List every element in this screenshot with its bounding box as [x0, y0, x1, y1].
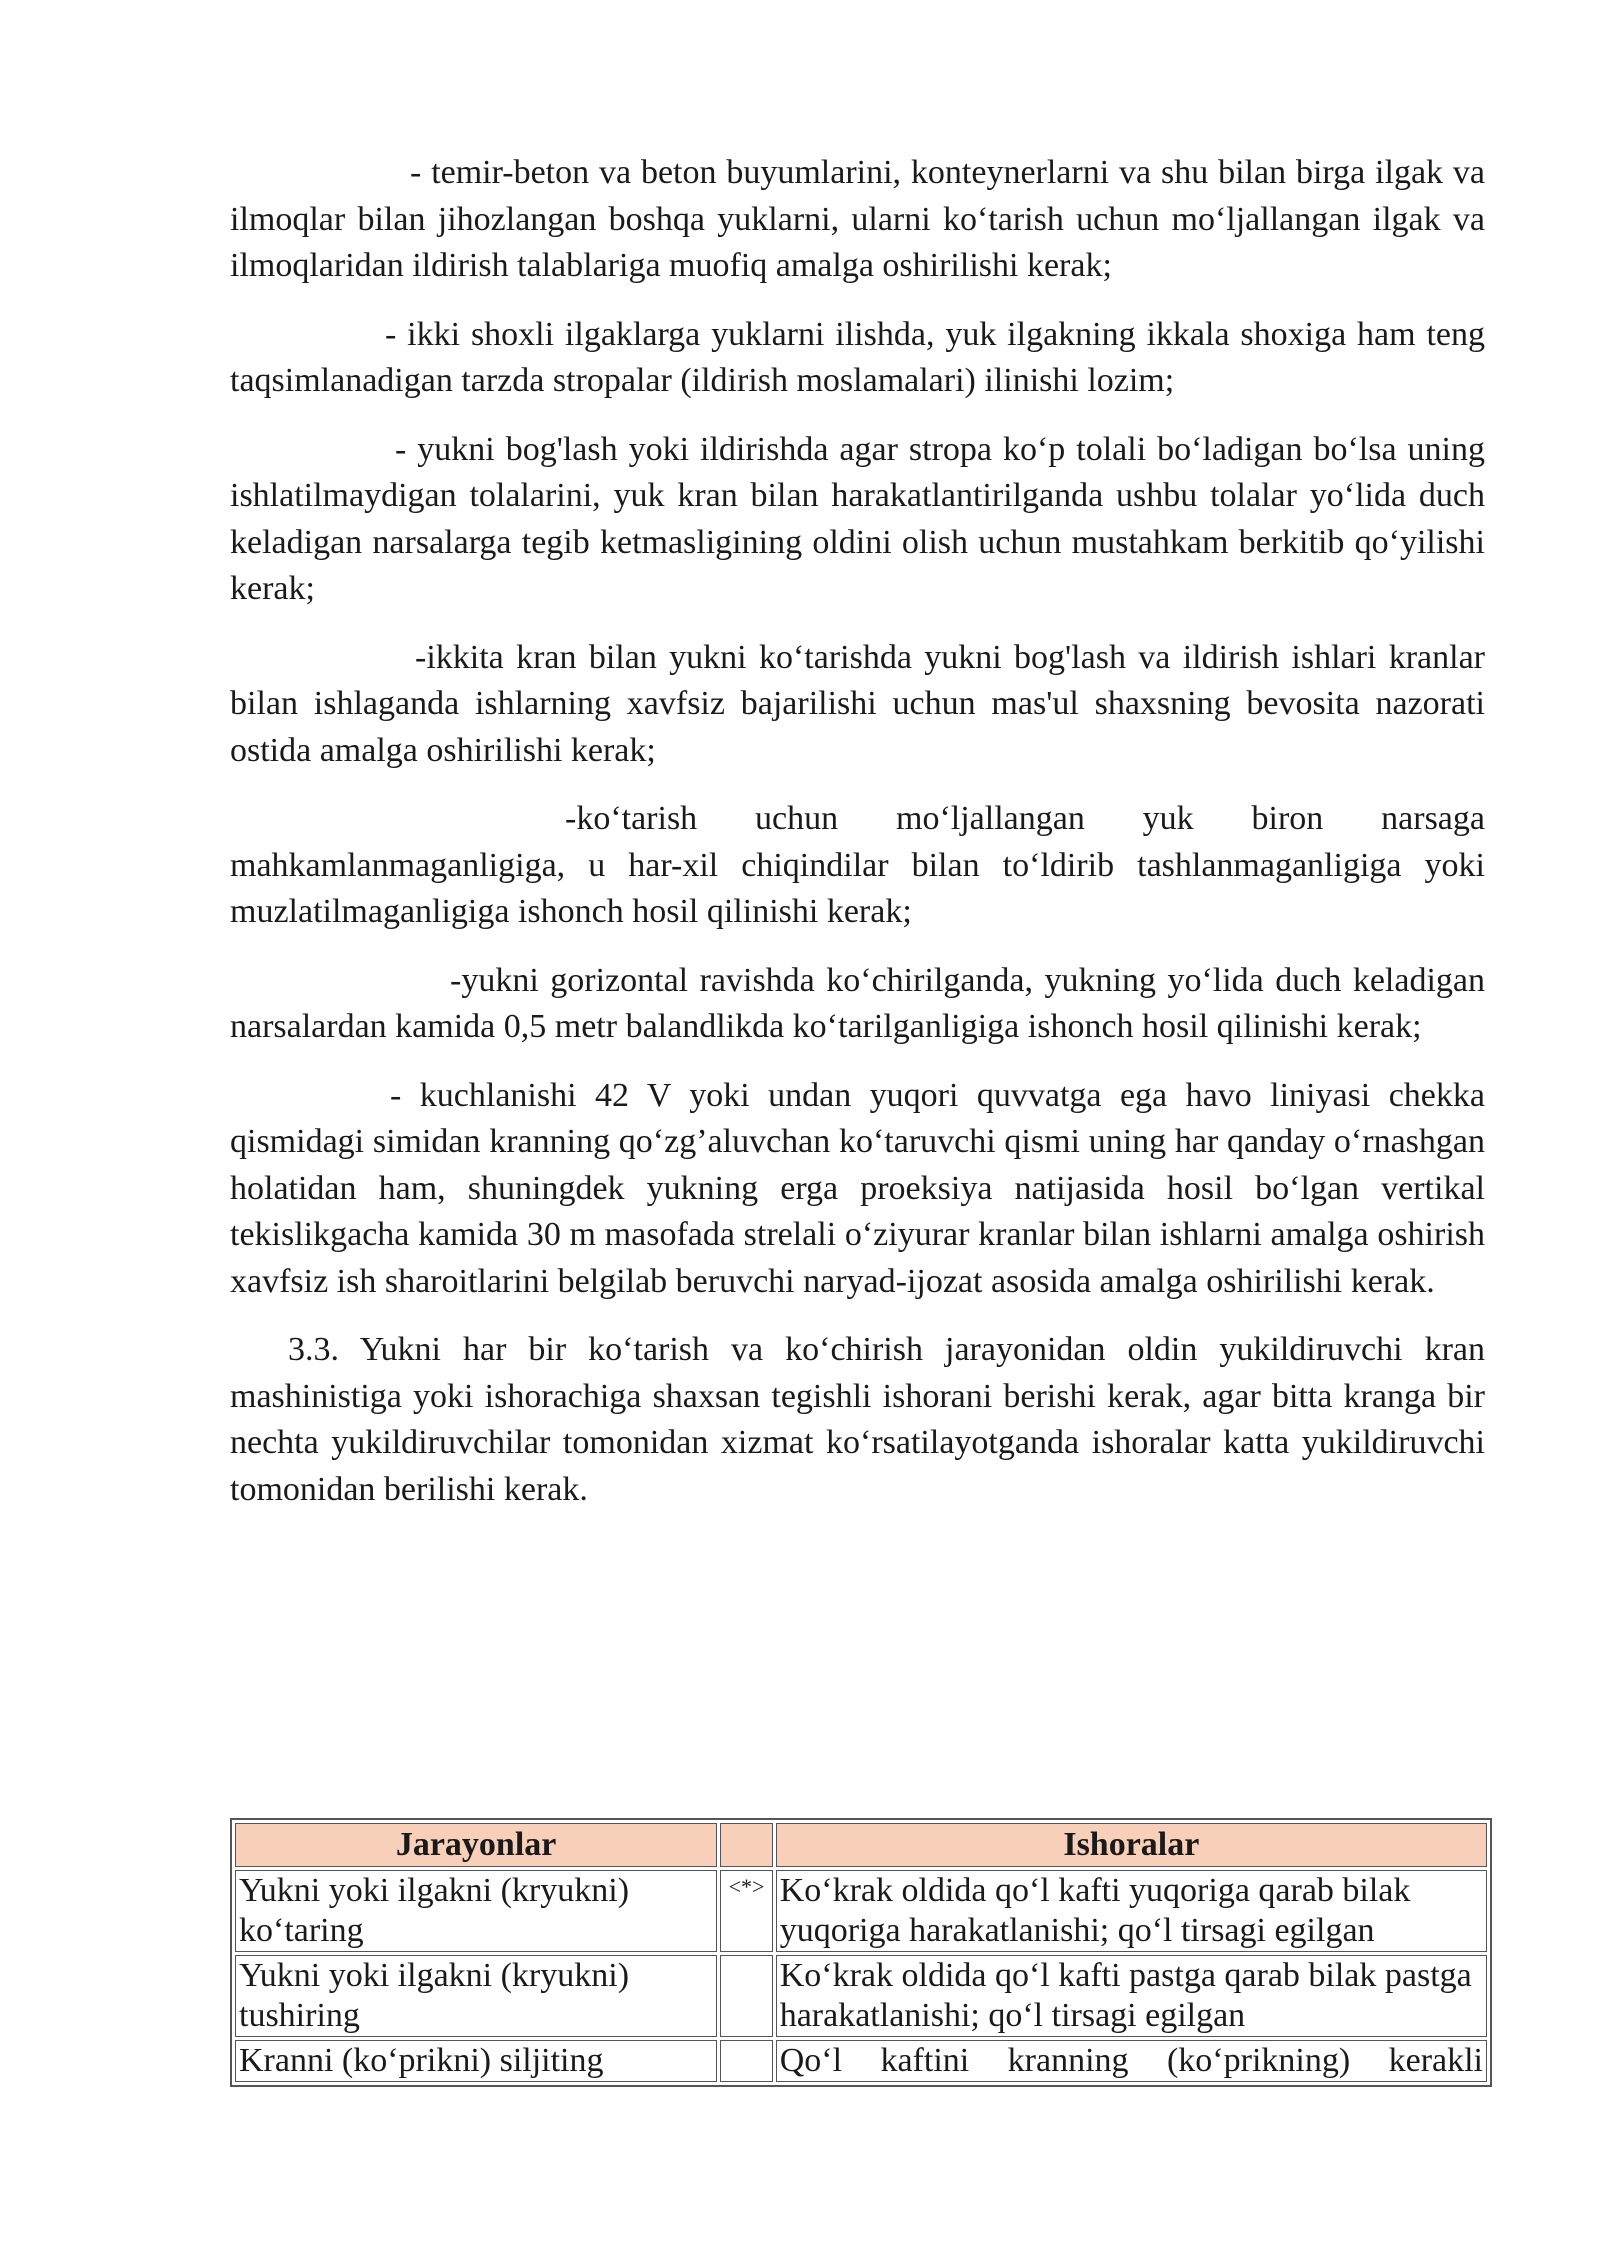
- table-row: [235, 2040, 1487, 2082]
- paragraph-section-3-3: 3.3. Yukni har bir ko‘tarish va ko‘chirish jarayonidan oldin yukildiruvchi kran mashinistiga yoki ishorachiga shaxsan tegishli ishorani berishi kerak, agar bitta kranga bir nechta yukildiruvchilar tomonidan xizmat ko‘rsatilayotganda ishoralar katta yukildiruvchi tomonidan berilishi kerak.: [230, 1331, 1485, 1508]
- signal-cell: Ko‘krak oldida qo‘l kafti yuqoriga qarab bilak yuqoriga harakatlanishi; qo‘l tirsagi egilgan: [776, 1870, 1487, 1952]
- paragraph-hooks-and-loops: - temir-beton va beton buyumlarini, konteynerlarni va shu bilan birga ilgak va ilmoqlar bilan jihozlangan boshqa yuklarni, ularni ko‘tarish uchun mo‘ljallangan ilgak va ilmoqlaridan ildirish talablariga muofiq amalga oshirilishi kerak;: [230, 154, 1485, 284]
- table-row: [235, 1870, 1487, 1952]
- paragraph-load-not-fastened: -ko‘tarish uchun mo‘ljallangan yuk biron narsaga mahkamlanmaganligiga, u har-xil chiqindilar bilan to‘ldirib tashlanmaganligiga yoki muzlatilmaganligiga ishonch hosil qilinishi kerak;: [230, 800, 1485, 930]
- footnote-mark-cell: <*>: [720, 1870, 772, 1952]
- process-cell: Yukni yoki ilgakni (kryukni) ko‘taring: [235, 1870, 717, 1952]
- signal-cell: Qo‘l kaftini kranning (ko‘prikning) kerakli: [776, 2040, 1487, 2082]
- footnote-mark-cell: [720, 1955, 772, 2037]
- paragraph-multi-strand-sling: - yukni bog'lash yoki ildirishda agar stropa ko‘p tolali bo‘ladigan bo‘lsa uning ishlatilmaydigan tolalarini, yuk kran bilan harakatlantirilganda ushbu tolalar yo‘lida duch keladigan narsalarga tegib ketmasligining oldini olish uchun mustahkam berkitib qo‘yilishi kerak;: [230, 430, 1485, 607]
- document-body: [230, 150, 1485, 1513]
- process-cell: Kranni (ko‘prikni) siljiting: [235, 2040, 717, 2082]
- header-signals: Ishoralar: [776, 1823, 1487, 1867]
- process-cell: Yukni yoki ilgakni (kryukni) tushiring: [235, 1955, 717, 2037]
- table-header-row: [235, 1823, 1487, 1867]
- header-processes: Jarayonlar: [235, 1823, 717, 1867]
- signal-cell: Ko‘krak oldida qo‘l kafti pastga qarab bilak pastga harakatlanishi; qo‘l tirsagi egilgan: [776, 1955, 1487, 2037]
- paragraph-two-cranes: -ikkita kran bilan yukni ko‘tarishda yukni bog'lash va ildirish ishlari kranlar bilan ishlaganda ishlarning xavfsiz bajarilishi uchun mas'ul shaxsning bevosita nazorati ostida amalga oshirilishi kerak;: [230, 638, 1485, 769]
- paragraph-power-line: - kuchlanishi 42 V yoki undan yuqori quvvatga ega havo liniyasi chekka qismidagi simidan kranning qo‘zg’aluvchan ko‘taruvchi qismi uning har qanday o‘rnashgan holatidan ham, shuningdek yukning erga proeksiya natijasida hosil bo‘lgan vertikal tekislikgacha kamida 30 m masofada strelali o‘ziyurar kranlar bilan ishlarni amalga oshirish xavfsiz ish sharoitlarini belgilab beruvchi naryad-ijozat asosida amalga oshirilishi kerak.: [230, 1076, 1485, 1300]
- table-row: [235, 1955, 1487, 2037]
- signals-table: [230, 1818, 1492, 2087]
- paragraph-horizontal-move: -yukni gorizontal ravishda ko‘chirilganda, yukning yo‘lida duch keladigan narsalardan kamida 0,5 metr balandlikda ko‘tarilganligiga ishonch hosil qilinishi kerak;: [230, 961, 1485, 1045]
- paragraph-two-horned-hooks: - ikki shoxli ilgaklarga yuklarni ilishda, yuk ilgakning ikkala shoxiga ham teng taqsimlanadigan tarzda stropalar (ildirish moslamalari) ilinishi lozim;: [230, 315, 1485, 399]
- footnote-mark-cell: [720, 2040, 772, 2082]
- header-mark: [720, 1823, 772, 1867]
